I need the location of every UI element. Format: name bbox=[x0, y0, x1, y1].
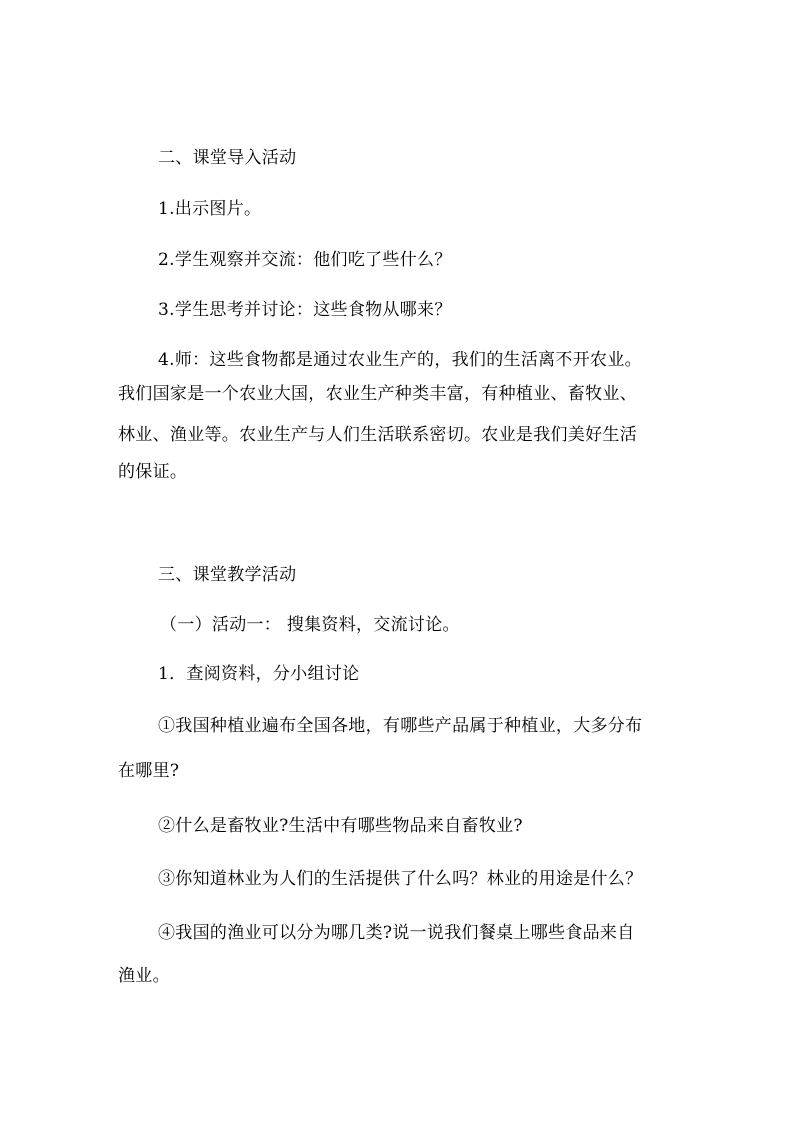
question-line: ①我国种植业遍布全国各地，有哪些产品属于种植业，大多分布 bbox=[158, 716, 643, 736]
section-heading-classroom-teaching: 三、课堂教学活动 bbox=[158, 565, 297, 585]
activity-heading: （一）活动一： 搜集资料，交流讨论。 bbox=[160, 615, 460, 635]
question-line: 在哪里? bbox=[118, 761, 180, 781]
paragraph-line: 4.师：这些食物都是通过农业生产的，我们的生活离不开农业。 bbox=[158, 350, 642, 370]
list-item: 2.学生观察并交流：他们吃了些什么？ bbox=[158, 250, 452, 270]
paragraph-line: 我们国家是一个农业大国，农业生产种类丰富，有种植业、畜牧业、 bbox=[118, 384, 637, 404]
question-line: 渔业。 bbox=[118, 966, 170, 986]
list-item: 1.出示图片。 bbox=[158, 199, 262, 219]
section-heading-classroom-intro: 二、课堂导入活动 bbox=[158, 148, 297, 168]
paragraph-line: 林业、渔业等。农业生产与人们生活联系密切。农业是我们美好生活 bbox=[118, 425, 637, 445]
question-line: ④我国的渔业可以分为哪几类?说一说我们餐桌上哪些食品来自 bbox=[158, 923, 635, 943]
question-line: ②什么是畜牧业?生活中有哪些物品来自畜牧业? bbox=[158, 816, 523, 836]
list-item: 3.学生思考并讨论：这些食物从哪来？ bbox=[158, 300, 452, 320]
question-line: ③你知道林业为人们的生活提供了什么吗？林业的用途是什么？ bbox=[158, 869, 643, 889]
step-heading: 1．查阅资料，分小组讨论 bbox=[158, 664, 360, 684]
paragraph-line: 的保证。 bbox=[118, 462, 188, 482]
